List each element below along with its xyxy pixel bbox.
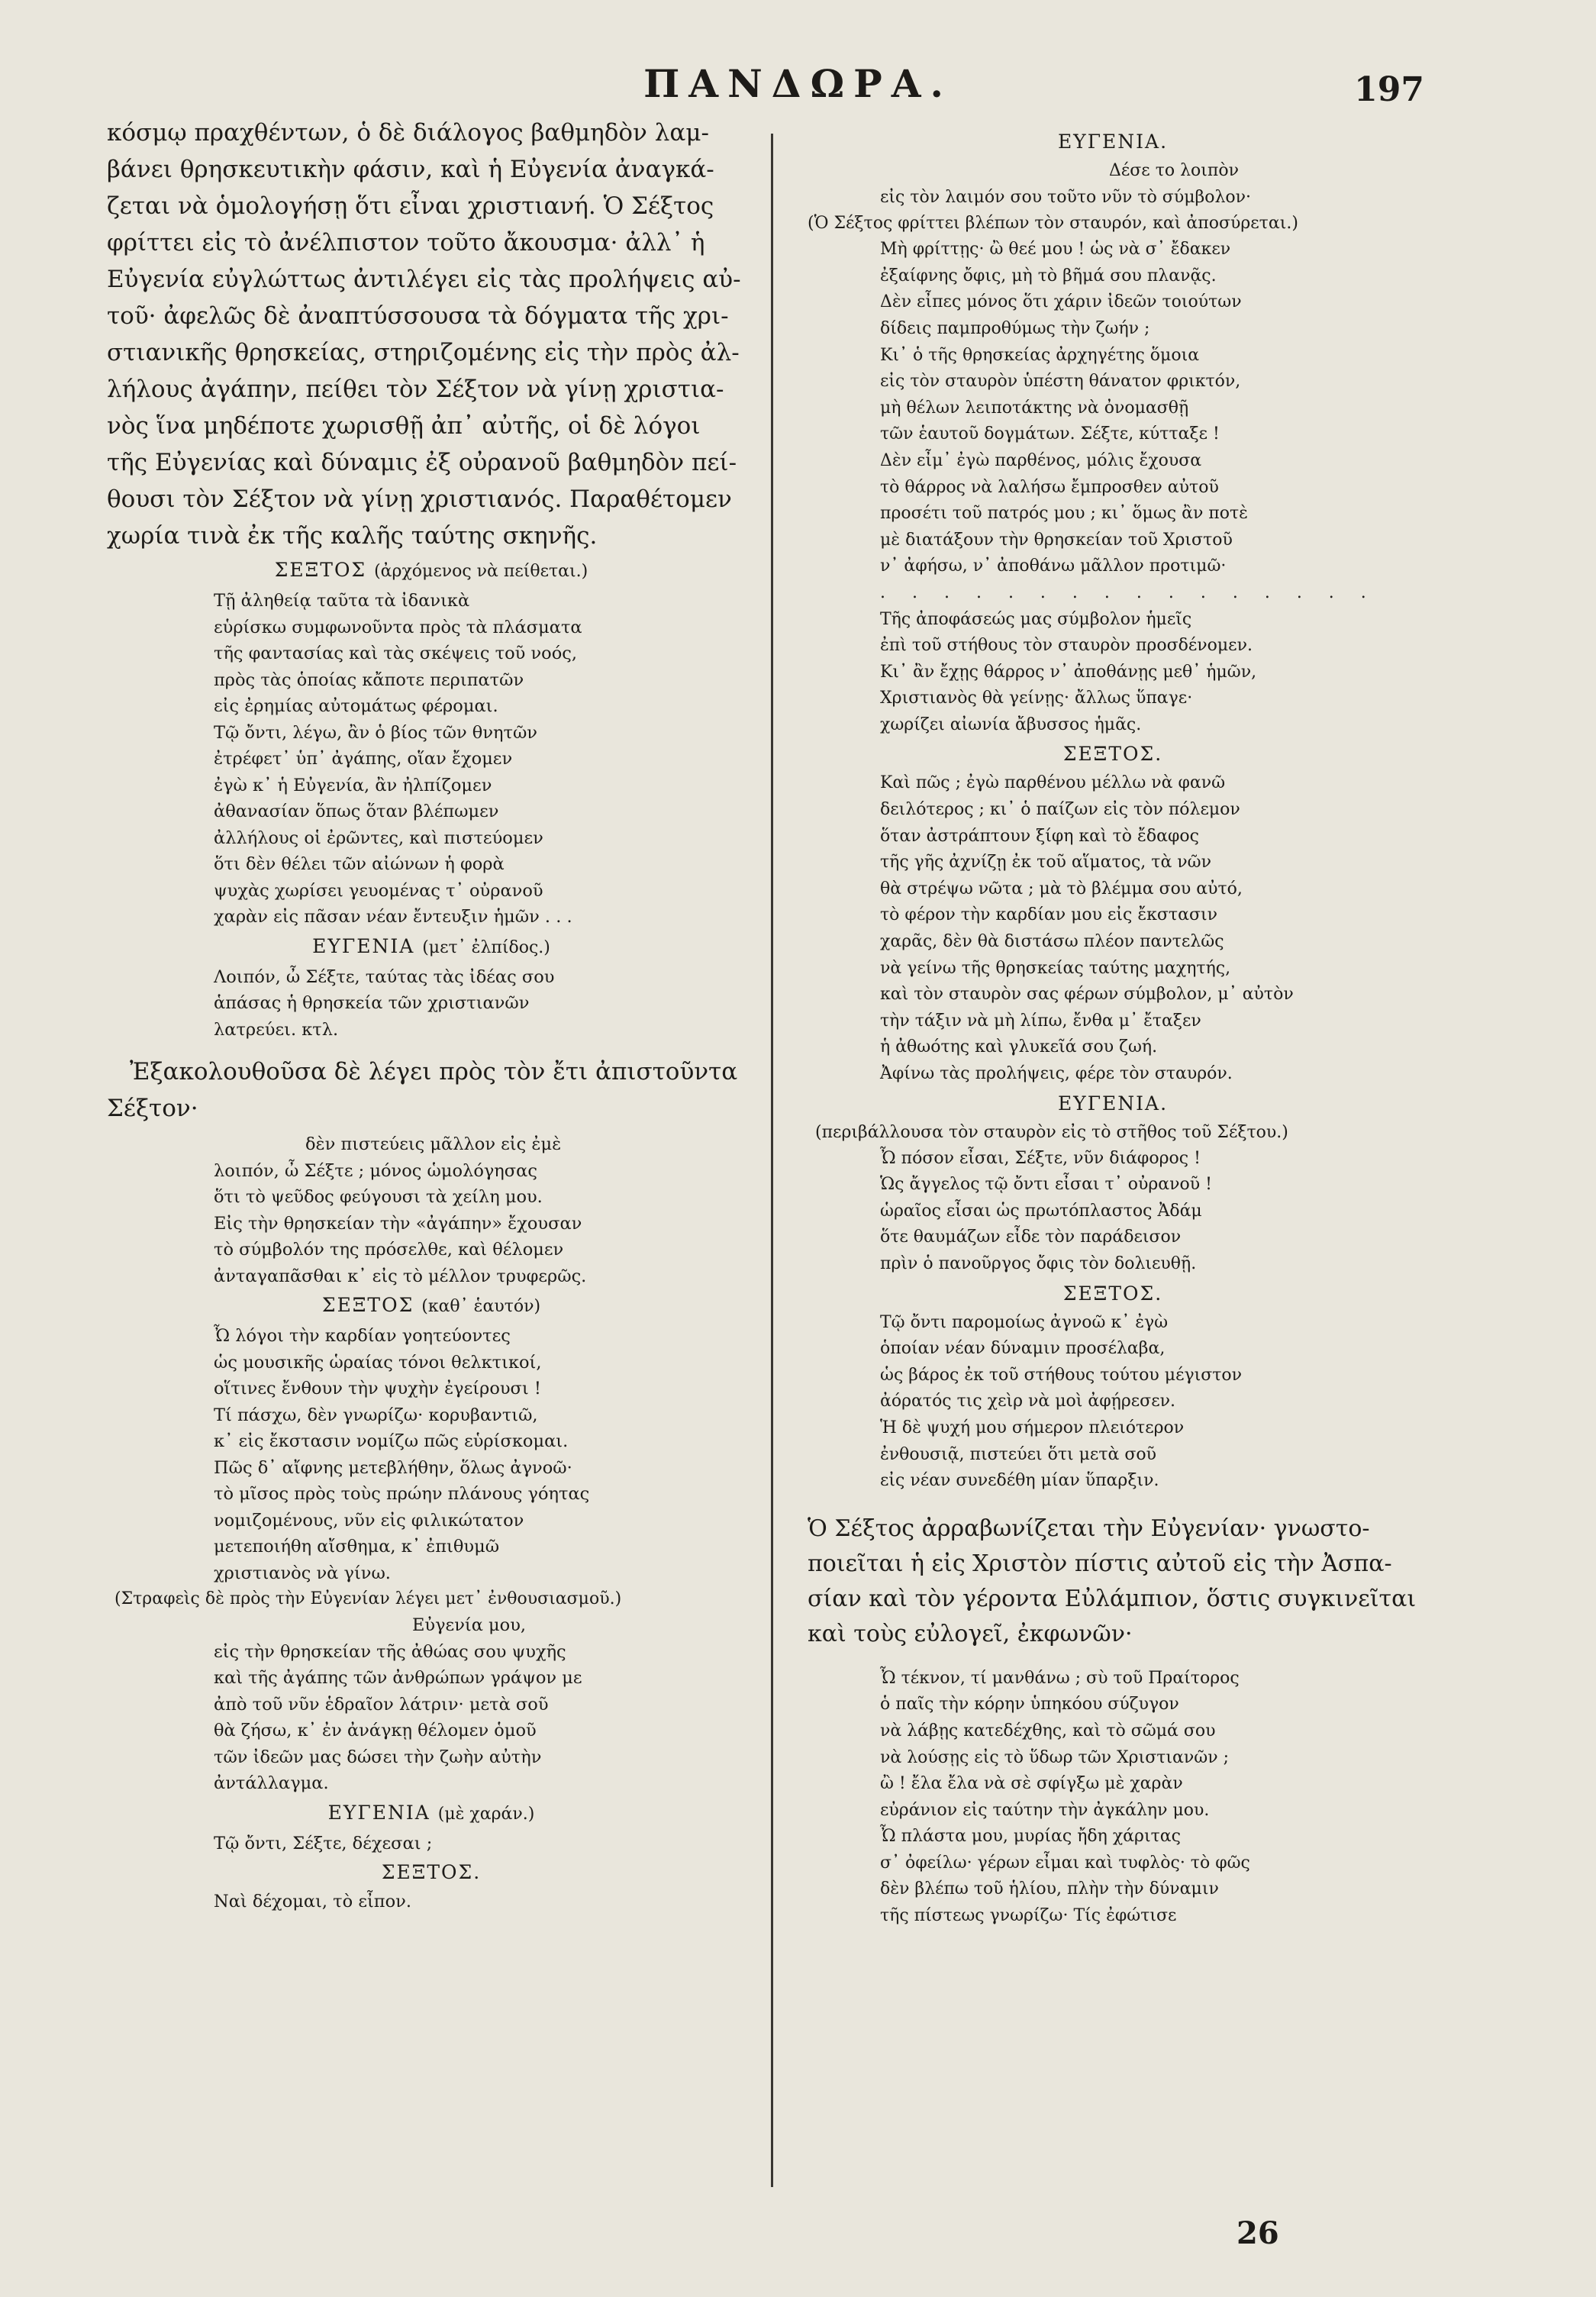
verse-line: Δέσε το λοιπὸν — [1109, 161, 1239, 180]
verse-line: Ἡ δὲ ψυχή μου σήμερον πλειότερον — [880, 1418, 1185, 1437]
verse-line: εἰς νέαν συνεδέθη μίαν ὕπαρξιν. — [880, 1471, 1159, 1491]
stage-direction: (Στραφεὶς δὲ πρὸς τὴν Εὐγενίαν λέγει μετ᾽ ἐνθουσιασμοῦ.) — [114, 1589, 622, 1608]
prose-line: Σέξτον· — [107, 1095, 198, 1122]
verse-line: Ὦ λόγοι τὴν καρδίαν γοητεύοντες — [214, 1326, 511, 1346]
running-head: ΠΑΝΔΩΡΑ. — [643, 61, 953, 106]
verse-line: ἀλλήλους οἱ ἐρῶντες, καὶ πιστεύομεν — [214, 828, 543, 848]
prose-line: στιανικῆς θρησκείας, στηριζομένης εἰς τὴν πρὸς ἀλ- — [107, 339, 740, 366]
verse-line: τὴν τάξιν νὰ μὴ λίπω, ἔνθα μ᾽ ἔταξεν — [880, 1011, 1201, 1031]
verse-line: Πῶς δ᾽ αἴφνης μετεβλήθην, ὅλως ἀγνοῶ· — [214, 1457, 572, 1478]
speaker-name: ΕΥΓΕΝΙΑ. — [1057, 1092, 1169, 1115]
verse-line: τὸ σύμβολόν της πρόσελθε, καὶ θέλομεν — [214, 1240, 564, 1260]
prose-line: φρίττει εἰς τὸ ἀνέλπιστον τοῦτο ἄκουσμα· ἀλλ᾽ ἡ — [107, 229, 705, 256]
verse-line: ἡ ἀθωότης καὶ γλυκεῖά σου ζωή. — [880, 1037, 1158, 1057]
verse-line: εἰς τὸν σταυρὸν ὑπέστη θάνατον φρικτόν, — [880, 372, 1241, 392]
speaker-name: ΣΕΞΤΟΣ. — [381, 1861, 482, 1883]
verse-line: θὰ στρέψω νῶτα ; μὰ τὸ βλέμμα σου αὐτό, — [880, 879, 1243, 898]
verse-line: Κι᾽ ἂν ἔχῃς θάρρος ν᾽ ἀποθάνῃς μεθ᾽ ἡμῶν, — [880, 662, 1257, 682]
verse-line: τὸ θάρρος νὰ λαλήσω ἔμπροσθεν αὐτοῦ — [880, 477, 1219, 497]
verse-line: Ὡς ἄγγελος τῷ ὄντι εἶσαι τ᾽ οὐρανοῦ ! — [880, 1175, 1212, 1195]
verse-line: νομιζομένους, νῦν εἰς φιλικώτατον — [214, 1510, 524, 1531]
verse-block — [880, 237, 1418, 738]
verse-line: Ὦ τέκνον, τί μανθάνω ; σὺ τοῦ Πραίτορος — [880, 1668, 1240, 1688]
right-column — [808, 126, 1418, 1930]
verse-line: Τί πάσχω, δὲν γνωρίζω· κορυβαντιῶ, — [214, 1405, 538, 1425]
prose-line: νὸς ἵνα μηδέποτε χωρισθῇ ἀπ᾽ αὐτῆς, οἱ δὲ λόγοι — [107, 412, 701, 440]
verse-line: τῆς φαντασίας καὶ τὰς σκέψεις τοῦ νοός, — [214, 644, 578, 663]
verse-line: οἵτινες ἔνθουν τὴν ψυχὴν ἐγείρουσι ! — [214, 1379, 541, 1399]
verse-line: μετεποιήθη αἴσθημα, κ᾽ ἐπιθυμῶ — [214, 1537, 500, 1557]
speaker-heading — [107, 554, 756, 588]
verse-line: τὸ φέρον τὴν καρδίαν μου εἰς ἔκστασιν — [880, 905, 1217, 925]
verse-line: νὰ γείνω τῆς θρησκείας ταύτης μαχητής, — [880, 958, 1231, 978]
verse-line: δίδεις παμπροθύμως τὴν ζωήν ; — [880, 318, 1150, 338]
verse-line: ἐτρέφετ᾽ ὑπ᾽ ἀγάπης, οἵαν ἔχομεν — [214, 749, 513, 769]
stage-direction: (περιβάλλουσα τὸν σταυρὸν εἰς τὸ στῆθος τοῦ Σέξτου.) — [815, 1122, 1288, 1142]
verse-line: Κι᾽ ὁ τῆς θρησκείας ἀρχηγέτης ὅμοια — [880, 345, 1200, 365]
verse-line: Ὦ πλάστα μου, μυρίας ἤδη χάριτας — [880, 1827, 1181, 1847]
verse-line: θὰ ζήσω, κ᾽ ἐν ἀνάγκῃ θέλομεν ὁμοῦ — [214, 1721, 537, 1740]
left-prose-2 — [107, 1053, 756, 1127]
verse-block — [880, 1666, 1418, 1930]
speaker-heading — [808, 1088, 1418, 1120]
verse-line: δειλότερος ; κι᾽ ὁ παίζων εἰς τὸν πόλεμον — [880, 800, 1240, 820]
verse-line: καὶ τῆς ἀγάπης τῶν ἀνθρώπων γράψον με — [214, 1668, 582, 1688]
verse-line: Τῷ ὄντι, λέγω, ἂν ὁ βίος τῶν θνητῶν — [214, 722, 537, 743]
speaker-heading — [107, 931, 756, 964]
verse-line: Μὴ φρίττῃς· ὢ θεέ μου ! ὡς νὰ σ᾽ ἔδακεν — [880, 240, 1231, 260]
verse-line: ὡς βάρος ἐκ τοῦ στήθους τούτου μέγιστον — [880, 1365, 1243, 1385]
verse-line: νὰ λάβῃς κατεδέχθης, καὶ τὸ σῶμά σου — [880, 1721, 1216, 1740]
speaker-name: ΕΥΓΕΝΙΑ. — [1057, 131, 1169, 153]
stage-direction: (ἀρχόμενος νὰ πείθεται.) — [374, 562, 588, 581]
stage-direction: (καθ᾽ ἑαυτόν) — [421, 1297, 541, 1316]
prose-line: ζεται νὰ ὁμολογήσῃ ὅτι εἶναι χριστιανή. Ὁ Σέξτος — [107, 192, 714, 220]
verse-line: ἁπάσας ἡ θρησκεία τῶν χριστιανῶν — [214, 993, 530, 1013]
verse-line: ψυχὰς χωρίσει γευομένας τ᾽ οὐρανοῦ — [214, 880, 543, 901]
verse-line: ἀνταγαπᾶσθαι κ᾽ εἰς τὸ μέλλον τρυφερῶς. — [214, 1266, 587, 1286]
verse-block — [880, 158, 1418, 211]
verse-line: χωρίζει αἰωνία ἄβυσσος ἡμᾶς. — [880, 715, 1142, 734]
verse-line: λοιπόν, ὦ Σέξτε ; μόνος ὡμολόγησας — [214, 1160, 537, 1181]
verse-line: ὅτε θαυμάζων εἶδε τὸν παράδεισον — [880, 1228, 1182, 1247]
verse-line: τῆς πίστεως γνωρίζω· Τίς ἐφώτισε — [880, 1906, 1177, 1926]
speaker-name: ΕΥΓΕΝΙΑ — [327, 1801, 430, 1824]
prose-line: βάνει θρησκευτικὴν φάσιν, καὶ ἡ Εὐγενία ἀναγκά- — [107, 156, 714, 183]
verse-line: ἀόρατός τις χεὶρ νὰ μοὶ ἀφῄρεσεν. — [880, 1392, 1175, 1411]
verse-line: εὐράνιον εἰς ταύτην τὴν ἀγκάλην μου. — [880, 1800, 1210, 1820]
verse-line: Εὐγενία μου, — [412, 1615, 527, 1635]
verse-line: ἀθανασίαν ὅπως ὅταν βλέπωμεν — [214, 802, 499, 821]
verse-line: δὲν βλέπω τοῦ ἡλίου, πλὴν τὴν δύναμιν — [880, 1879, 1219, 1899]
verse-line: τῶν ἑαυτοῦ δογμάτων. Σέξτε, κύτταξε ! — [880, 424, 1220, 444]
prose-line: Ὁ Σέξτος ἀρραβωνίζεται τὴν Εὐγενίαν· γνωστο- — [808, 1515, 1370, 1542]
verse-block — [214, 1131, 756, 1289]
left-column — [107, 115, 756, 1915]
verse-line: ἐνθουσιᾷ, πιστεύει ὅτι μετὰ σοῦ — [880, 1444, 1156, 1464]
verse-line: εἰς τὴν θρησκείαν τῆς ἀθώας σου ψυχῆς — [214, 1641, 566, 1662]
verse-line: τῆς γῆς ἀχνίζῃ ἐκ τοῦ αἵματος, τὰ νῶν — [880, 853, 1211, 873]
verse-line: χριστιανὸς νὰ γίνω. — [214, 1563, 391, 1583]
verse-line: ὅταν ἀστράπτουν ξίφη καὶ τὸ ἔδαφος — [880, 826, 1199, 846]
prose-line: Εὐγενία εὐγλώττως ἀντιλέγει εἰς τὰς προλήψεις αὐ- — [107, 266, 741, 293]
verse-line: εἰς ἐρημίας αὐτομάτως φέρομαι. — [214, 696, 498, 716]
verse-line: μὴ θέλων λειποτάκτης νὰ ὀνομασθῇ — [880, 398, 1189, 418]
verse-block — [880, 1146, 1418, 1278]
speaker-heading — [107, 1797, 756, 1831]
verse-line: ὁποίαν νέαν δύναμιν προσέλαβα, — [880, 1339, 1166, 1359]
speaker-heading — [107, 1857, 756, 1889]
verse-line: Τῆς ἀποφάσεώς μας σύμβολον ἡμεῖς — [880, 609, 1192, 629]
verse-line: ν᾽ ἀφήσω, ν᾽ ἀποθάνω μᾶλλον προτιμῶ· — [880, 557, 1227, 576]
prose-line: τῆς Εὐγενίας καὶ δύναμις ἐξ οὐρανοῦ βαθμηδὸν πεί- — [107, 449, 737, 476]
speaker-heading — [808, 1278, 1418, 1310]
verse-line: Λοιπόν, ὦ Σέξτε, ταύτας τὰς ἰδέας σου — [214, 966, 555, 987]
verse-line: εἰς τὸν λαιμόν σου τοῦτο νῦν τὸ σύμβολον· — [880, 187, 1252, 207]
verse-line: Δὲν εἶπες μόνος ὅτι χάριν ἰδεῶν τοιούτων — [880, 292, 1242, 312]
prose-line: τοῦ· ἀφελῶς δὲ ἀναπτύσσουσα τὰ δόγματα τῆς χρι- — [107, 302, 729, 330]
verse-line: ὁ παῖς τὴν κόρην ὑπηκόου σύζυγον — [880, 1695, 1179, 1715]
speaker-name: ΕΥΓΕΝΙΑ — [312, 934, 415, 957]
verse-line: Καὶ πῶς ; ἐγὼ παρθένου μέλλω νὰ φανῶ — [880, 773, 1226, 793]
prose-line: καὶ τοὺς εὐλογεῖ, ἐκφωνῶν· — [808, 1620, 1133, 1647]
verse-line: ἐγὼ κ᾽ ἡ Εὐγενία, ἂν ἠλπίζομεν — [214, 775, 492, 795]
speaker-heading — [808, 126, 1418, 158]
verse-line: ὡραῖος εἶσαι ὡς πρωτόπλαστος Ἀδάμ — [880, 1201, 1202, 1221]
prose-line: σίαν καὶ τὸν γέροντα Εὐλάμπιον, ὅστις συγκινεῖται — [808, 1585, 1417, 1612]
prose-line: Ἐξακολουθοῦσα δὲ λέγει πρὸς τὸν ἔτι ἀπιστοῦντα — [130, 1058, 738, 1086]
verse-block — [214, 1831, 756, 1857]
prose-line: χωρία τινὰ ἐκ τῆς καλῆς ταύτης σκηνῆς. — [107, 522, 598, 550]
speaker-heading — [808, 738, 1418, 770]
verse-block — [214, 1612, 756, 1797]
stage-direction: (μετ᾽ ἐλπίδος.) — [422, 937, 550, 957]
prose-line: ποιεῖται ἡ εἰς Χριστὸν πίστις αὐτοῦ εἰς τὴν Ἀσπα- — [808, 1550, 1392, 1577]
speaker-name: ΣΕΞΤΟΣ. — [1062, 743, 1163, 766]
column-divider — [771, 134, 773, 2187]
page-number: 197 — [1354, 70, 1424, 109]
verse-line: ὡς μουσικῆς ὡραίας τόνοι θελκτικοί, — [214, 1352, 542, 1373]
speaker-name: ΣΕΞΤΟΣ. — [1062, 1282, 1163, 1305]
verse-line: μὲ διατάξουν τὴν θρησκείαν τοῦ Χριστοῦ — [880, 530, 1233, 550]
verse-line: ἀπὸ τοῦ νῦν ἑδραῖον λάτριν· μετὰ σοῦ — [214, 1694, 549, 1715]
speaker-name: ΣΕΞΤΟΣ — [321, 1294, 414, 1316]
verse-line: Δὲν εἶμ᾽ ἐγὼ παρθένος, μόλις ἔχουσα — [880, 450, 1202, 470]
verse-block — [214, 588, 756, 931]
stage-direction: (μὲ χαράν.) — [437, 1804, 535, 1824]
verse-block — [214, 964, 756, 1044]
signature-mark: 26 — [1236, 2215, 1279, 2251]
verse-line: πρὸς τὰς ὁποίας κἄποτε περιπατῶν — [214, 669, 524, 690]
speaker-heading — [107, 1289, 756, 1323]
left-prose-1 — [107, 115, 756, 554]
verse-line: ὢ ! ἔλα ἔλα νὰ σὲ σφίγξω μὲ χαρὰν — [880, 1774, 1183, 1794]
stage-direction: (Ὁ Σέξτος φρίττει βλέπων τὸν σταυρόν, καὶ ἀποσύρεται.) — [808, 214, 1298, 234]
verse-line: Ἀφίνω τὰς προλήψεις, φέρε τὸν σταυρόν. — [880, 1064, 1233, 1083]
ellipsis-row: . . . . . . . . . . . . . . . . — [880, 582, 1377, 602]
verse-line: καὶ τὸν σταυρὸν σας φέρων σύμβολον, μ᾽ αὐτὸν — [880, 985, 1294, 1005]
verse-line: ἀντάλλαγμα. — [214, 1773, 329, 1793]
verse-line: ἐπὶ τοῦ στήθους τὸν σταυρὸν προσδένομεν. — [880, 636, 1253, 656]
verse-line: Τῷ ὄντι παρομοίως ἀγνοῶ κ᾽ ἐγὼ — [880, 1312, 1169, 1332]
verse-line: Εἰς τὴν θρησκείαν τὴν «ἀγάπην» ἔχουσαν — [214, 1213, 582, 1234]
verse-line: δὲν πιστεύεις μᾶλλον εἰς ἐμὲ — [305, 1134, 562, 1154]
verse-line: κ᾽ εἰς ἔκστασιν νομίζω πῶς εὑρίσκομαι. — [214, 1431, 569, 1451]
verse-block — [214, 1323, 756, 1586]
verse-line: Ὦ πόσον εἶσαι, Σέξτε, νῦν διάφορος ! — [880, 1148, 1201, 1168]
verse-line: Χριστιανὸς θὰ γείνῃς· ἄλλως ὕπαγε· — [880, 689, 1193, 708]
speaker-name: ΣΕΞΤΟΣ — [274, 559, 367, 581]
verse-line: πρὶν ὁ πανοῦργος ὄφις τὸν δολιευθῇ. — [880, 1253, 1197, 1273]
verse-line: εὑρίσκω συμφωνοῦντα πρὸς τὰ πλάσματα — [214, 617, 582, 637]
verse-block — [214, 1889, 756, 1915]
prose-line: λήλους ἀγάπην, πείθει τὸν Σέξτον νὰ γίνῃ χριστια- — [107, 376, 724, 403]
verse-line: λατρεύει. κτλ. — [214, 1019, 339, 1040]
verse-line: Τῷ ὄντι, Σέξτε, δέχεσαι ; — [214, 1833, 433, 1853]
verse-line: τὸ μῖσος πρὸς τοὺς πρώην πλάνους γόητας — [214, 1484, 590, 1504]
right-prose — [808, 1511, 1418, 1652]
verse-block — [880, 770, 1418, 1087]
verse-line: χαρὰν εἰς πᾶσαν νέαν ἔντευξιν ἡμῶν . . . — [214, 907, 572, 927]
verse-line: ὅτι τὸ ψεῦδος φεύγουσι τὰ χείλη μου. — [214, 1187, 543, 1207]
verse-line: χαρᾶς, δὲν θὰ διστάσω πλέον παντελῶς — [880, 932, 1224, 952]
prose-line: θουσι τὸν Σέξτον νὰ γίνῃ χριστιανός. Παραθέτομεν — [107, 486, 732, 513]
verse-line: τῶν ἰδεῶν μας δώσει τὴν ζωὴν αὐτὴν — [214, 1747, 542, 1767]
verse-line: προσέτι τοῦ πατρός μου ; κι᾽ ὅμως ἂν ποτὲ — [880, 504, 1248, 524]
verse-line: Ναὶ δέχομαι, τὸ εἶπον. — [214, 1892, 411, 1911]
verse-line: ὅτι δὲν θέλει τῶν αἰώνων ἡ φορὰ — [214, 854, 505, 874]
verse-line: σ᾽ ὀφείλω· γέρων εἶμαι καὶ τυφλὸς· τὸ φῶς — [880, 1853, 1250, 1873]
verse-block — [880, 1310, 1418, 1495]
verse-line: νὰ λούσῃς εἰς τὸ ὕδωρ τῶν Χριστιανῶν ; — [880, 1747, 1229, 1767]
verse-line: ἐξαίφνης ὄφις, μὴ τὸ βῆμά σου πλανᾷς. — [880, 266, 1217, 286]
verse-line: Τῇ ἀληθείᾳ ταῦτα τὰ ἰδανικὰ — [214, 591, 470, 611]
prose-line: κόσμῳ πραχθέντων, ὁ δὲ διάλογος βαθμηδὸν λαμ- — [107, 119, 709, 147]
